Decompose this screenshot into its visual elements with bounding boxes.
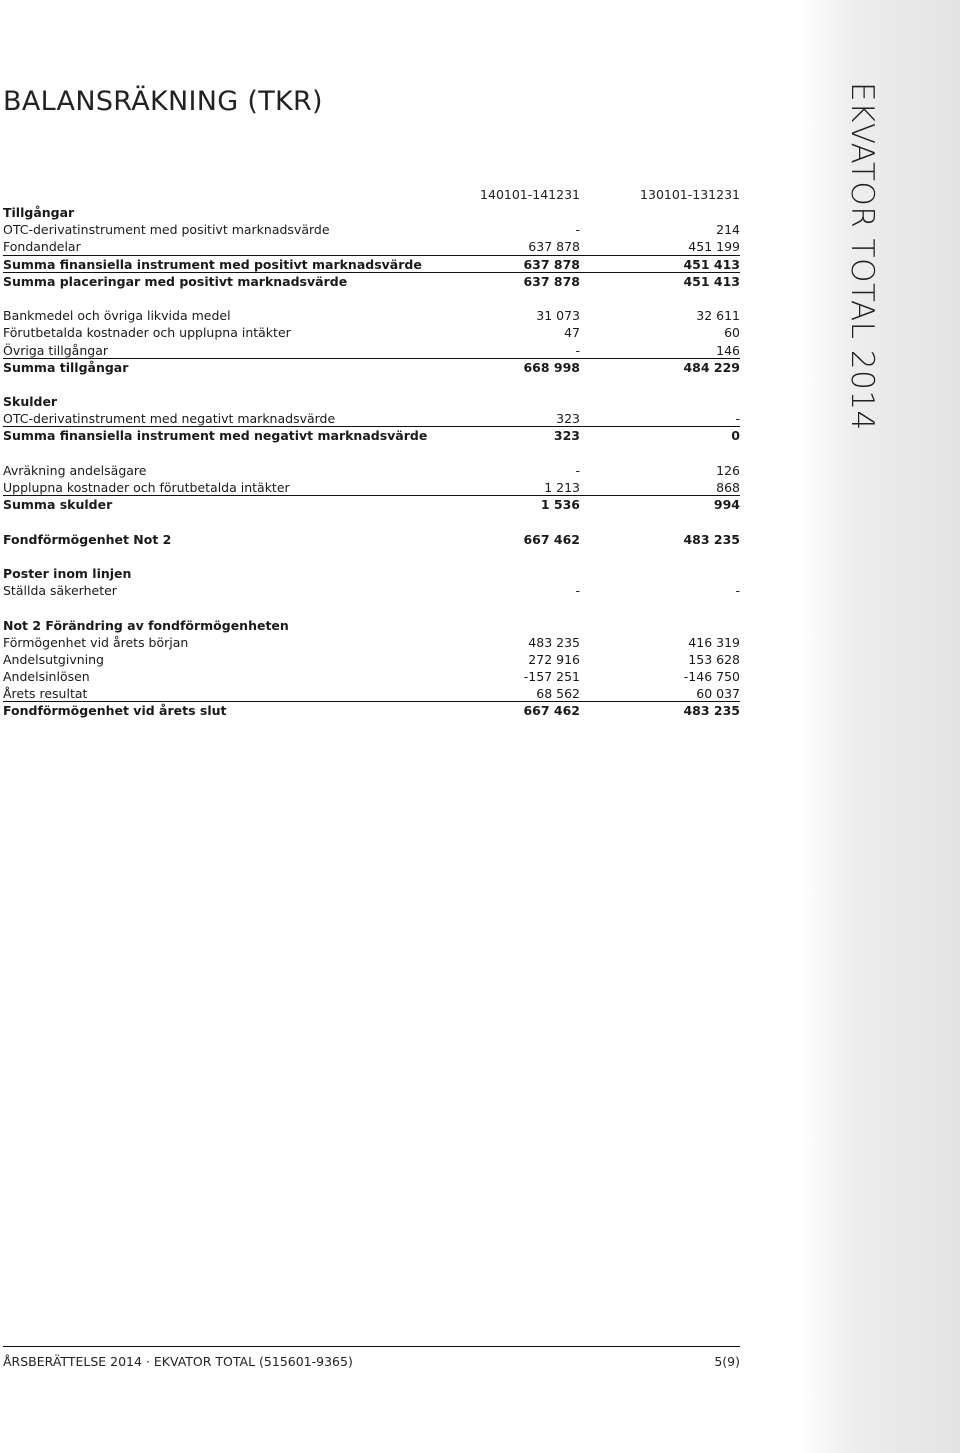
table-row	[3, 634, 740, 651]
column-header-2014: 140101-141231	[480, 187, 580, 202]
value-2014: -	[575, 583, 580, 599]
value-2013: 60	[724, 325, 740, 341]
row-label: Summa tillgångar	[3, 359, 129, 375]
value-2014: -	[575, 462, 580, 478]
value-2014: 637 878	[528, 239, 580, 255]
value-2014: 667 462	[523, 703, 580, 719]
value-2013: 32 611	[696, 308, 740, 324]
value-2013: -146 750	[683, 669, 740, 685]
value-2014: -	[575, 222, 580, 238]
value-2014: 323	[556, 411, 580, 427]
row-label: Fondandelar	[3, 239, 81, 255]
value-2013: 484 229	[683, 359, 740, 375]
section-heading-liabilities	[3, 393, 740, 410]
spacer-row	[3, 599, 740, 616]
table-row	[3, 668, 740, 685]
value-2013: 153 628	[688, 651, 740, 667]
row-label: Förutbetalda kostnader och upplupna intäkter	[3, 325, 291, 341]
row-label: Upplupna kostnader och förutbetalda intäkter	[3, 480, 290, 495]
section-heading-off-balance	[3, 565, 740, 582]
fund-capital-row	[3, 531, 740, 548]
row-label: Andelsinlösen	[3, 669, 90, 685]
row-label: Fondförmögenhet Not 2	[3, 531, 172, 547]
spacer-row	[3, 548, 740, 565]
column-header-2013: 130101-131231	[640, 187, 740, 202]
value-2013: 451 413	[683, 256, 740, 272]
table-row	[3, 582, 740, 599]
value-2013: 451 413	[683, 273, 740, 289]
spacer-row	[3, 290, 740, 307]
value-2013: 483 235	[683, 531, 740, 547]
footer-divider	[3, 1346, 740, 1347]
row-label: Summa finansiella instrument med positivt marknadsvärde	[3, 256, 422, 272]
value-2014: 31 073	[536, 308, 580, 324]
value-2014: 637 878	[523, 256, 580, 272]
value-2013: 483 235	[683, 703, 740, 719]
row-label: Ställda säkerheter	[3, 583, 117, 599]
value-2014: -	[575, 342, 580, 358]
table-row	[3, 221, 740, 238]
value-2013: 214	[716, 222, 740, 238]
row-label: Not 2 Förändring av fondförmögenheten	[3, 617, 289, 633]
table-row	[3, 342, 740, 359]
row-label: Tillgångar	[3, 205, 75, 220]
row-label: OTC-derivatinstrument med positivt marknadsvärde	[3, 222, 330, 238]
value-2014: 68 562	[536, 686, 580, 702]
row-label: Avräkning andelsägare	[3, 462, 147, 478]
value-2013: 416 319	[688, 634, 740, 650]
value-2013: -	[735, 583, 740, 599]
value-2014: 668 998	[523, 359, 580, 375]
value-2014: -157 251	[523, 669, 580, 685]
row-label: Skulder	[3, 394, 58, 410]
total-liabilities-row	[3, 496, 740, 513]
value-2013: 994	[713, 497, 740, 513]
table-row	[3, 410, 740, 427]
value-2014: 1 213	[544, 480, 580, 495]
page-number: 5(9)	[714, 1354, 740, 1369]
row-label: Bankmedel och övriga likvida medel	[3, 308, 231, 324]
total-assets-row	[3, 359, 740, 376]
row-label: OTC-derivatinstrument med negativt marknadsvärde	[3, 411, 336, 427]
table-row	[3, 479, 740, 496]
subtotal-row	[3, 427, 740, 444]
value-2014: 323	[553, 428, 580, 444]
spacer-row	[3, 376, 740, 393]
subtotal-row	[3, 273, 740, 290]
section-heading-assets	[3, 204, 740, 221]
value-2013: 60 037	[696, 686, 740, 702]
value-2013: 126	[716, 462, 740, 478]
value-2013: 0	[731, 428, 740, 444]
row-label: Summa placeringar med positivt marknadsvärde	[3, 273, 348, 289]
row-label: Fondförmögenhet vid årets slut	[3, 703, 227, 719]
value-2014: 667 462	[523, 531, 580, 547]
section-heading-note-2	[3, 617, 740, 634]
value-2013: -	[735, 411, 740, 427]
table-row	[3, 307, 740, 324]
value-2014: 272 916	[528, 651, 580, 667]
row-label: Andelsutgivning	[3, 651, 104, 667]
balance-sheet-table	[3, 204, 740, 720]
spacer-row	[3, 445, 740, 462]
value-2013: 451 199	[688, 239, 740, 255]
table-row	[3, 651, 740, 668]
row-label: Summa skulder	[3, 497, 113, 513]
value-2013: 868	[716, 480, 740, 495]
table-row	[3, 462, 740, 479]
fund-capital-end-row	[3, 702, 740, 719]
row-label: Förmögenhet vid årets början	[3, 634, 189, 650]
table-row	[3, 238, 740, 255]
row-label: Summa finansiella instrument med negativt marknadsvärde	[3, 428, 428, 444]
page-title: BALANSRÄKNING (TKR)	[3, 86, 323, 117]
row-label: Årets resultat	[3, 686, 88, 702]
value-2014: 483 235	[528, 634, 580, 650]
row-label: Övriga tillgångar	[3, 342, 108, 358]
value-2014: 1 536	[540, 497, 580, 513]
side-title: EKVATOR TOTAL 2014	[844, 82, 880, 431]
table-row	[3, 324, 740, 341]
spacer-row	[3, 513, 740, 530]
value-2014: 637 878	[523, 273, 580, 289]
subtotal-row	[3, 256, 740, 273]
footer-report-title: ÅRSBERÄTTELSE 2014 · EKVATOR TOTAL (515601-9365)	[3, 1354, 353, 1369]
table-row	[3, 685, 740, 702]
value-2013: 146	[716, 342, 740, 358]
row-label: Poster inom linjen	[3, 565, 132, 581]
value-2014: 47	[564, 325, 580, 341]
